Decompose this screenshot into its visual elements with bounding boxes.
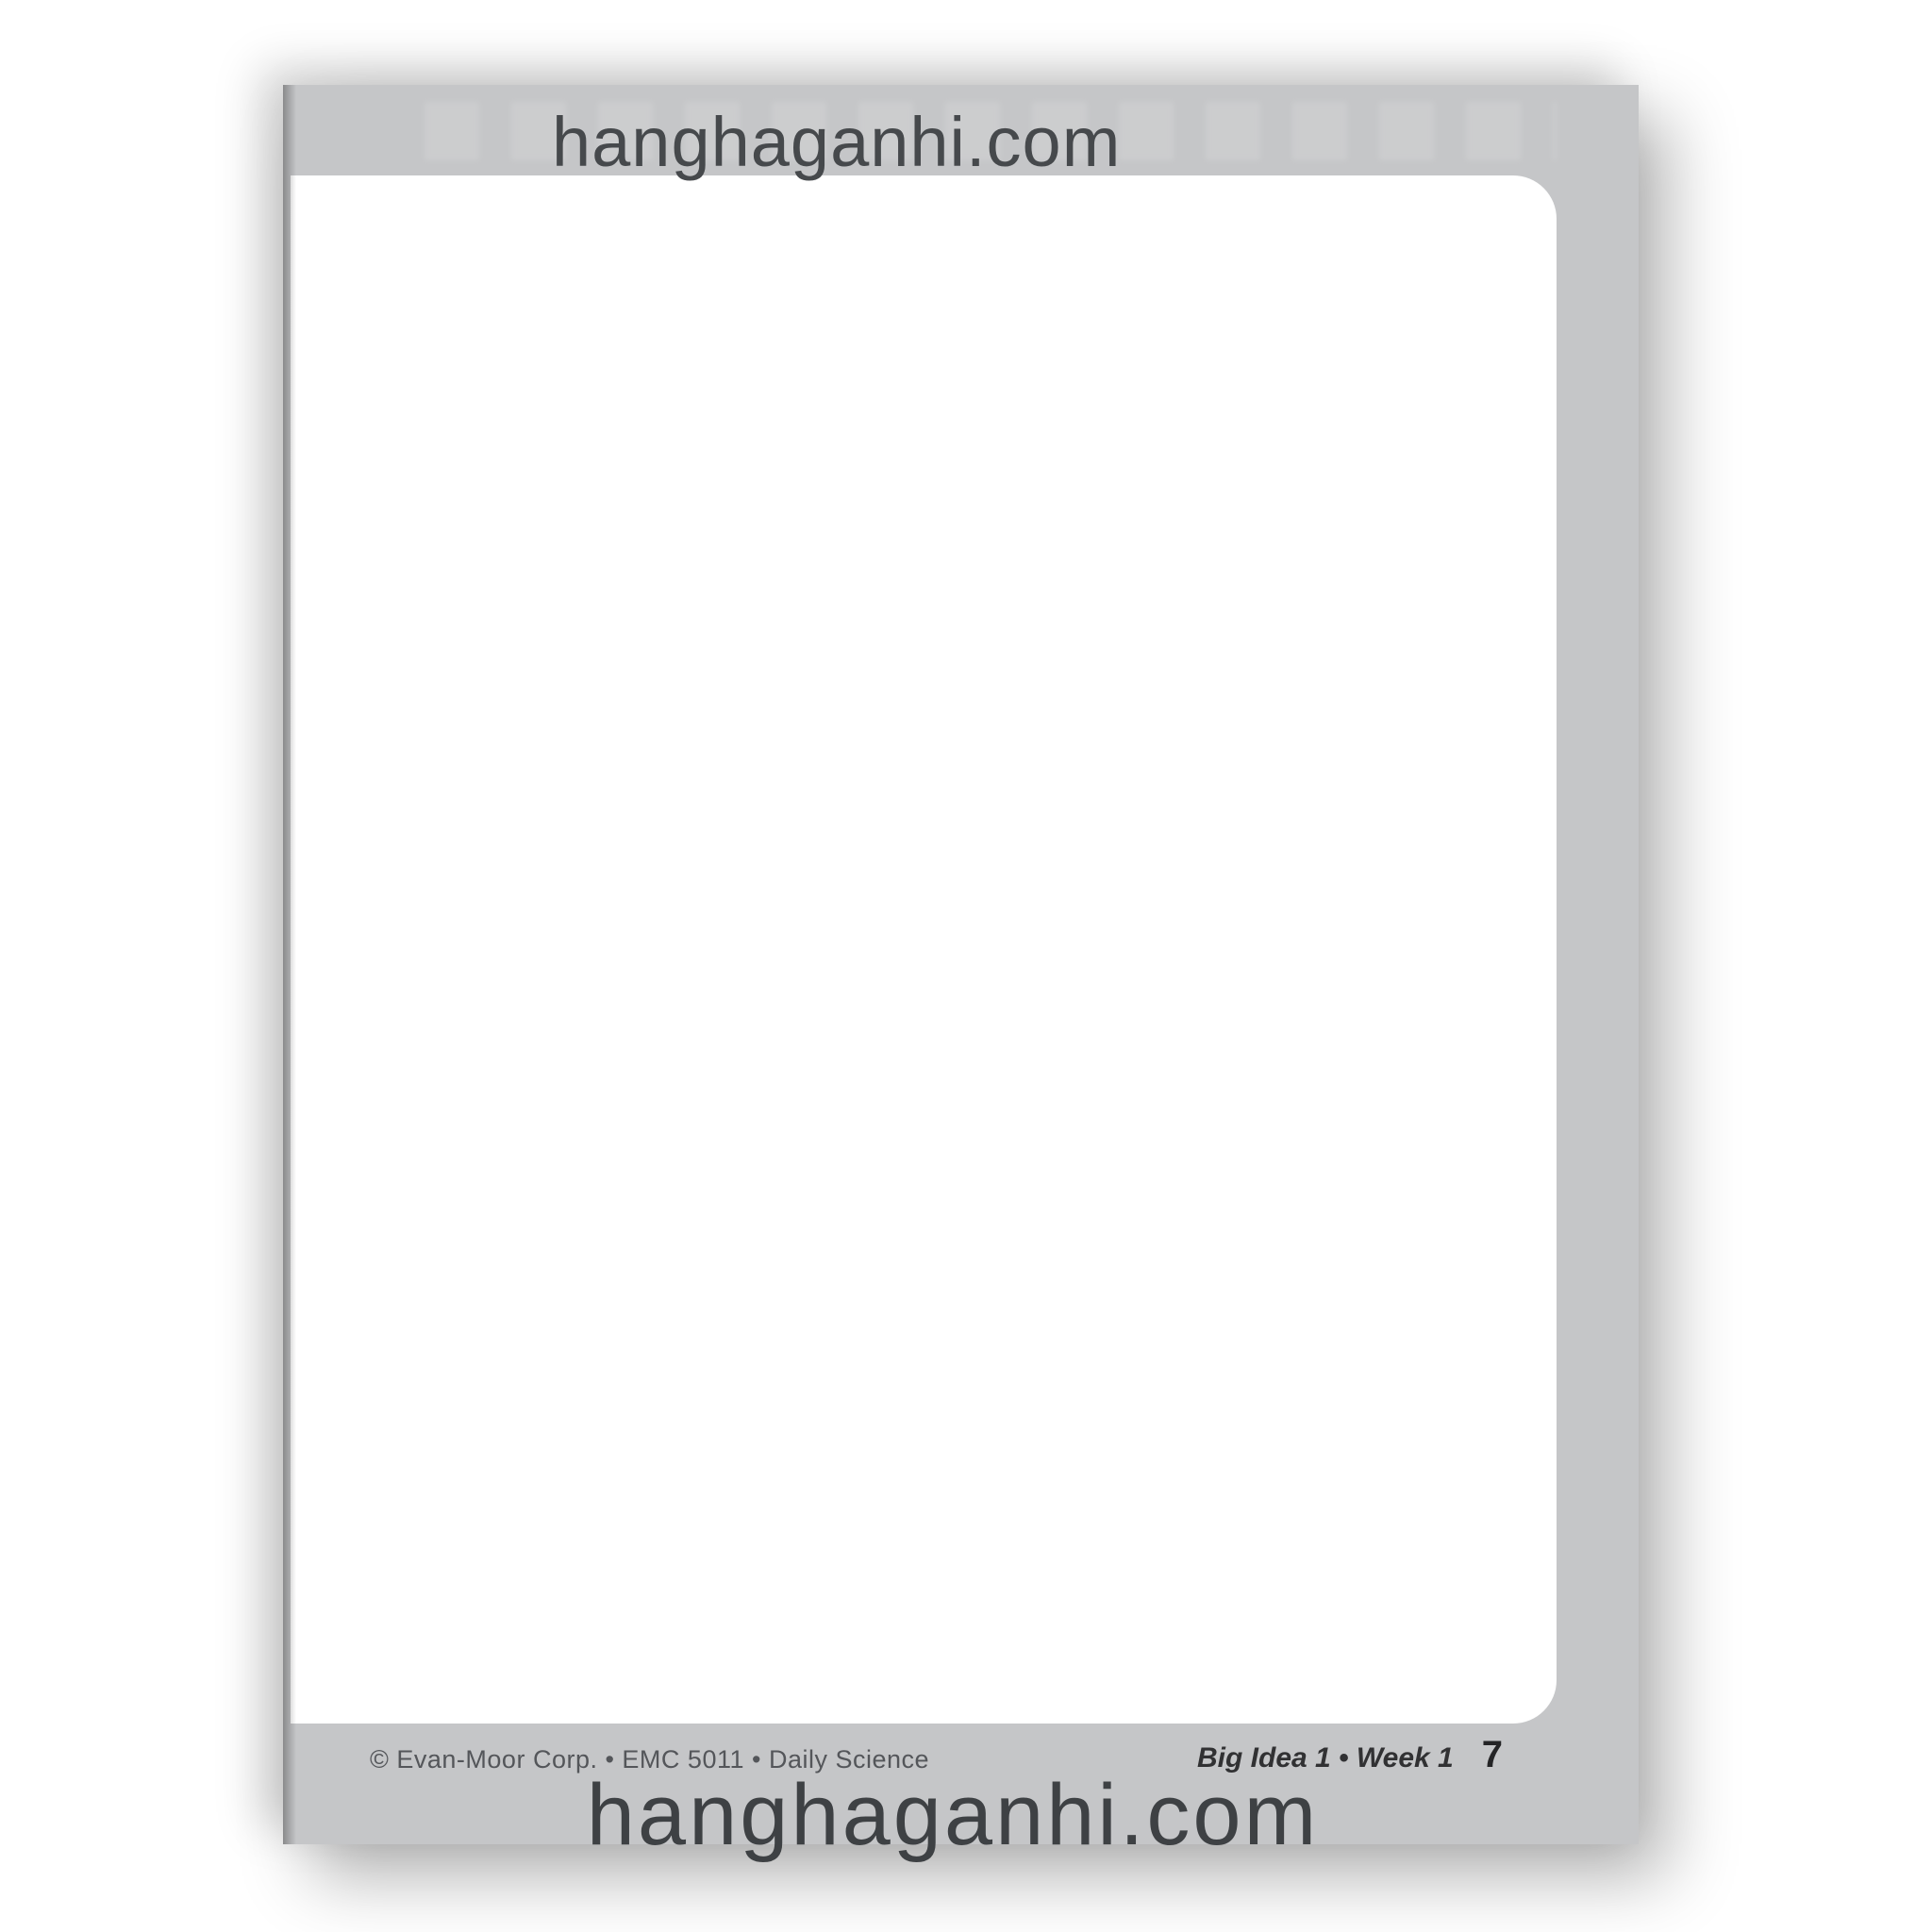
watermark-top: hanghaganhi.com — [552, 103, 1122, 181]
page-number: 7 — [1481, 1734, 1503, 1775]
watermark-bottom: hanghaganhi.com — [586, 1767, 1320, 1863]
book-page — [283, 85, 1639, 1844]
footer-copyright: © Evan-Moor Corp. • EMC 5011 • Daily Science — [370, 1745, 930, 1774]
footer-unit-week: Big Idea 1 • Week 1 — [1197, 1742, 1454, 1774]
page-sheet — [291, 175, 1557, 1724]
